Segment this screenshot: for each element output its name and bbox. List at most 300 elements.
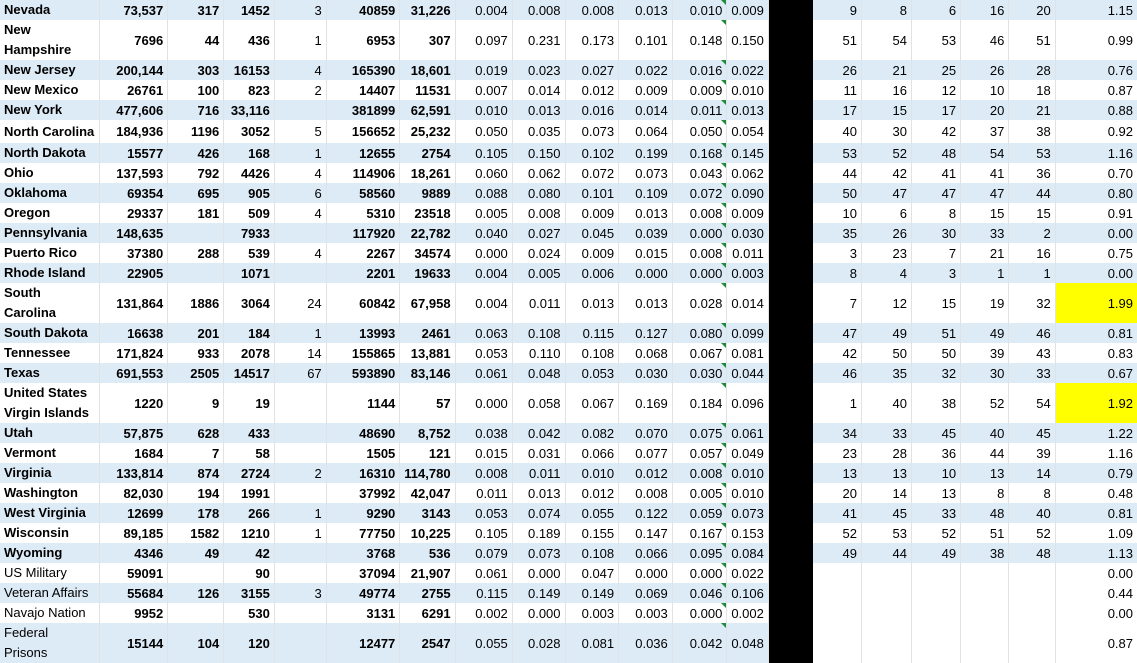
value-cell[interactable]: 29337 bbox=[99, 203, 168, 223]
value-cell[interactable]: 1210 bbox=[224, 523, 275, 543]
score-cell[interactable]: 0.87 bbox=[1055, 623, 1137, 663]
score-cell[interactable]: 0.67 bbox=[1055, 363, 1137, 383]
value-cell[interactable]: 0.047 bbox=[565, 563, 619, 583]
value-cell[interactable]: 0.013 bbox=[619, 0, 673, 20]
value-cell[interactable]: 0.005 bbox=[512, 263, 565, 283]
state-name-cell[interactable]: Oklahoma bbox=[0, 183, 99, 203]
value-cell[interactable]: 168 bbox=[224, 143, 275, 163]
value-cell[interactable]: 12655 bbox=[326, 143, 400, 163]
value-cell[interactable]: 2724 bbox=[224, 463, 275, 483]
value-cell[interactable]: 1684 bbox=[99, 443, 168, 463]
rank-cell[interactable]: 52 bbox=[912, 523, 961, 543]
state-name-cell[interactable]: West Virginia bbox=[0, 503, 99, 523]
value-cell[interactable]: 59091 bbox=[99, 563, 168, 583]
value-cell[interactable]: 2 bbox=[274, 80, 326, 100]
rank-cell[interactable]: 33 bbox=[912, 503, 961, 523]
value-cell[interactable]: 3 bbox=[274, 0, 326, 20]
rank-cell[interactable]: 39 bbox=[1009, 443, 1055, 463]
value-cell[interactable]: 0.108 bbox=[565, 343, 619, 363]
rank-cell[interactable]: 33 bbox=[862, 423, 912, 443]
state-name-cell[interactable]: Navajo Nation bbox=[0, 603, 99, 623]
value-cell[interactable]: 42,047 bbox=[400, 483, 455, 503]
rank-cell[interactable]: 51 bbox=[912, 323, 961, 343]
value-cell[interactable]: 0.013 bbox=[619, 283, 673, 323]
rank-cell[interactable]: 26 bbox=[862, 223, 912, 243]
value-cell[interactable] bbox=[274, 263, 326, 283]
value-cell[interactable]: 0.067 bbox=[565, 383, 619, 423]
value-cell[interactable]: 0.199 bbox=[619, 143, 673, 163]
state-name-cell[interactable]: Pennsylvania bbox=[0, 223, 99, 243]
rank-cell[interactable] bbox=[813, 623, 861, 663]
rank-cell[interactable]: 17 bbox=[813, 100, 861, 120]
rank-cell[interactable]: 48 bbox=[1009, 543, 1055, 563]
value-cell[interactable] bbox=[168, 563, 224, 583]
value-cell[interactable]: 33,116 bbox=[224, 100, 275, 120]
value-cell[interactable] bbox=[274, 423, 326, 443]
value-cell[interactable]: 82,030 bbox=[99, 483, 168, 503]
rank-cell[interactable]: 1 bbox=[1009, 263, 1055, 283]
score-cell[interactable]: 0.99 bbox=[1107, 32, 1133, 48]
value-cell[interactable]: 24 bbox=[274, 283, 326, 323]
value-cell[interactable]: 0.231 bbox=[512, 20, 565, 60]
value-cell[interactable]: 0.050 bbox=[455, 120, 512, 143]
score-cell[interactable]: 1.99 bbox=[1055, 283, 1137, 323]
value-cell[interactable]: 539 bbox=[224, 243, 275, 263]
value-cell[interactable]: 0.147 bbox=[619, 523, 673, 543]
score-cell[interactable]: 0.44 bbox=[1055, 583, 1137, 603]
rank-cell[interactable]: 8 bbox=[912, 203, 961, 223]
rank-cell[interactable]: 35 bbox=[862, 363, 912, 383]
value-cell[interactable]: 155865 bbox=[326, 343, 400, 363]
value-cell[interactable]: 0.022 bbox=[619, 60, 673, 80]
value-cell[interactable]: 0.010 bbox=[565, 463, 619, 483]
rank-cell[interactable]: 46 bbox=[813, 363, 861, 383]
value-cell[interactable]: 200,144 bbox=[99, 60, 168, 80]
value-cell[interactable]: 0.000 bbox=[672, 563, 727, 583]
rank-cell[interactable]: 52 bbox=[813, 523, 861, 543]
value-cell[interactable]: 0.062 bbox=[512, 163, 565, 183]
value-cell[interactable]: 433 bbox=[224, 423, 275, 443]
rank-cell[interactable]: 8 bbox=[862, 0, 912, 20]
value-cell[interactable] bbox=[274, 223, 326, 243]
rank-cell[interactable]: 36 bbox=[1009, 163, 1055, 183]
rank-cell[interactable]: 47 bbox=[862, 183, 912, 203]
rank-cell[interactable]: 34 bbox=[813, 423, 861, 443]
value-cell[interactable]: 12477 bbox=[326, 623, 400, 663]
value-cell[interactable]: 0.000 bbox=[512, 603, 565, 623]
rank-cell[interactable]: 42 bbox=[912, 120, 961, 143]
value-cell[interactable]: 1 bbox=[274, 503, 326, 523]
value-cell[interactable]: 117920 bbox=[326, 223, 400, 243]
value-cell[interactable]: 0.008 bbox=[672, 243, 727, 263]
value-cell[interactable]: 156652 bbox=[326, 120, 400, 143]
rank-cell[interactable]: 38 bbox=[912, 383, 961, 423]
rank-cell[interactable]: 47 bbox=[961, 183, 1009, 203]
value-cell[interactable]: 0.011 bbox=[512, 463, 565, 483]
value-cell[interactable]: 133,814 bbox=[99, 463, 168, 483]
value-cell[interactable]: 0.009 bbox=[565, 203, 619, 223]
rank-cell[interactable] bbox=[912, 563, 961, 583]
value-cell[interactable]: 0.053 bbox=[565, 363, 619, 383]
value-cell[interactable]: 381899 bbox=[326, 100, 400, 120]
value-cell[interactable]: 0.073 bbox=[619, 163, 673, 183]
value-cell[interactable]: 0.167 bbox=[672, 523, 727, 543]
state-name-cell[interactable]: South Dakota bbox=[0, 323, 99, 343]
value-cell[interactable]: 60842 bbox=[326, 283, 400, 323]
value-cell[interactable]: 37094 bbox=[326, 563, 400, 583]
value-cell[interactable]: 0.019 bbox=[455, 60, 512, 80]
value-cell[interactable]: 83,146 bbox=[400, 363, 455, 383]
rank-cell[interactable] bbox=[813, 603, 861, 623]
value-cell[interactable]: 509 bbox=[224, 203, 275, 223]
rank-cell[interactable]: 47 bbox=[813, 323, 861, 343]
value-cell[interactable]: 0.004 bbox=[455, 283, 512, 323]
value-cell[interactable]: 0.048 bbox=[727, 623, 769, 663]
rank-cell[interactable] bbox=[813, 563, 861, 583]
rank-cell[interactable]: 2 bbox=[1009, 223, 1055, 243]
value-cell[interactable]: 2461 bbox=[400, 323, 455, 343]
value-cell[interactable]: 181 bbox=[168, 203, 224, 223]
value-cell[interactable]: 69354 bbox=[99, 183, 168, 203]
value-cell[interactable]: 31,226 bbox=[400, 0, 455, 20]
rank-cell[interactable]: 52 bbox=[1009, 523, 1055, 543]
rank-cell[interactable]: 13 bbox=[912, 483, 961, 503]
value-cell[interactable]: 1505 bbox=[326, 443, 400, 463]
rank-cell[interactable]: 54 bbox=[862, 20, 912, 60]
score-cell[interactable]: 1.15 bbox=[1055, 0, 1137, 20]
value-cell[interactable] bbox=[168, 223, 224, 243]
value-cell[interactable]: 15577 bbox=[99, 143, 168, 163]
score-cell[interactable]: 1.13 bbox=[1055, 543, 1137, 563]
value-cell[interactable]: 0.010 bbox=[727, 483, 769, 503]
rank-cell[interactable]: 3 bbox=[813, 243, 861, 263]
value-cell[interactable]: 0.106 bbox=[727, 583, 769, 603]
rank-cell[interactable]: 40 bbox=[813, 120, 861, 143]
value-cell[interactable]: 436 bbox=[224, 20, 275, 60]
value-cell[interactable]: 57,875 bbox=[99, 423, 168, 443]
rank-cell[interactable] bbox=[961, 583, 1009, 603]
value-cell[interactable]: 0.053 bbox=[455, 503, 512, 523]
value-cell[interactable]: 0.105 bbox=[455, 523, 512, 543]
value-cell[interactable]: 0.003 bbox=[565, 603, 619, 623]
value-cell[interactable]: 4 bbox=[274, 163, 326, 183]
value-cell[interactable]: 12699 bbox=[99, 503, 168, 523]
value-cell[interactable]: 933 bbox=[168, 343, 224, 363]
rank-cell[interactable]: 30 bbox=[912, 223, 961, 243]
value-cell[interactable]: 0.080 bbox=[672, 323, 727, 343]
rank-cell[interactable]: 45 bbox=[1009, 423, 1055, 443]
rank-cell[interactable] bbox=[862, 623, 912, 663]
value-cell[interactable]: 148,635 bbox=[99, 223, 168, 243]
value-cell[interactable]: 14 bbox=[274, 343, 326, 363]
value-cell[interactable]: 25,232 bbox=[400, 120, 455, 143]
value-cell[interactable]: 0.045 bbox=[565, 223, 619, 243]
value-cell[interactable]: 6 bbox=[274, 183, 326, 203]
value-cell[interactable]: 0.039 bbox=[619, 223, 673, 243]
state-name-cell[interactable]: Washington bbox=[0, 483, 99, 503]
value-cell[interactable] bbox=[274, 483, 326, 503]
rank-cell[interactable] bbox=[961, 603, 1009, 623]
value-cell[interactable]: 9889 bbox=[400, 183, 455, 203]
value-cell[interactable]: 0.027 bbox=[512, 223, 565, 243]
value-cell[interactable]: 0.008 bbox=[455, 463, 512, 483]
rank-cell[interactable]: 16 bbox=[961, 0, 1009, 20]
value-cell[interactable]: 0.016 bbox=[672, 60, 727, 80]
score-cell[interactable]: 0.00 bbox=[1055, 223, 1137, 243]
value-cell[interactable]: 2755 bbox=[400, 583, 455, 603]
value-cell[interactable]: 0.108 bbox=[565, 543, 619, 563]
value-cell[interactable]: 0.014 bbox=[512, 80, 565, 100]
state-name-cell[interactable]: South Carolina bbox=[0, 283, 99, 323]
value-cell[interactable]: 77750 bbox=[326, 523, 400, 543]
value-cell[interactable]: 0.024 bbox=[512, 243, 565, 263]
value-cell[interactable]: 0.109 bbox=[619, 183, 673, 203]
state-name-cell[interactable]: Wisconsin bbox=[0, 523, 99, 543]
value-cell[interactable]: 823 bbox=[224, 80, 275, 100]
rank-cell[interactable]: 33 bbox=[961, 223, 1009, 243]
value-cell[interactable]: 8,752 bbox=[400, 423, 455, 443]
value-cell[interactable]: 0.000 bbox=[512, 563, 565, 583]
value-cell[interactable]: 0.028 bbox=[512, 623, 565, 663]
rank-cell[interactable] bbox=[862, 603, 912, 623]
rank-cell[interactable]: 48 bbox=[961, 503, 1009, 523]
value-cell[interactable]: 0.000 bbox=[619, 263, 673, 283]
rank-cell[interactable]: 15 bbox=[912, 283, 961, 323]
rank-cell[interactable] bbox=[912, 603, 961, 623]
value-cell[interactable]: 7 bbox=[168, 443, 224, 463]
value-cell[interactable]: 0.000 bbox=[455, 243, 512, 263]
value-cell[interactable] bbox=[168, 263, 224, 283]
value-cell[interactable]: 178 bbox=[168, 503, 224, 523]
rank-cell[interactable]: 28 bbox=[862, 443, 912, 463]
rank-cell[interactable]: 30 bbox=[862, 120, 912, 143]
value-cell[interactable]: 0.073 bbox=[565, 120, 619, 143]
value-cell[interactable] bbox=[274, 543, 326, 563]
value-cell[interactable]: 0.022 bbox=[727, 563, 769, 583]
value-cell[interactable]: 716 bbox=[168, 100, 224, 120]
value-cell[interactable]: 22905 bbox=[99, 263, 168, 283]
rank-cell[interactable]: 28 bbox=[1009, 60, 1055, 80]
value-cell[interactable]: 114906 bbox=[326, 163, 400, 183]
rank-cell[interactable] bbox=[862, 583, 912, 603]
value-cell[interactable]: 1886 bbox=[168, 283, 224, 323]
value-cell[interactable]: 0.013 bbox=[565, 283, 619, 323]
value-cell[interactable]: 0.110 bbox=[512, 343, 565, 363]
score-cell[interactable]: 0.81 bbox=[1055, 323, 1137, 343]
value-cell[interactable]: 0.099 bbox=[727, 323, 769, 343]
rank-cell[interactable]: 44 bbox=[1009, 183, 1055, 203]
value-cell[interactable]: 0.042 bbox=[672, 623, 727, 663]
value-cell[interactable]: 0.069 bbox=[619, 583, 673, 603]
value-cell[interactable]: 0.012 bbox=[619, 463, 673, 483]
value-cell[interactable]: 90 bbox=[224, 563, 275, 583]
value-cell[interactable]: 0.145 bbox=[727, 143, 769, 163]
value-cell[interactable]: 1 bbox=[274, 143, 326, 163]
value-cell[interactable]: 42 bbox=[224, 543, 275, 563]
value-cell[interactable]: 16638 bbox=[99, 323, 168, 343]
rank-cell[interactable] bbox=[1009, 603, 1055, 623]
rank-cell[interactable]: 18 bbox=[1009, 80, 1055, 100]
value-cell[interactable]: 0.028 bbox=[672, 283, 727, 323]
value-cell[interactable]: 0.010 bbox=[727, 80, 769, 100]
value-cell[interactable]: 0.127 bbox=[619, 323, 673, 343]
value-cell[interactable]: 0.008 bbox=[512, 203, 565, 223]
rank-cell[interactable]: 19 bbox=[961, 283, 1009, 323]
rank-cell[interactable]: 21 bbox=[1009, 100, 1055, 120]
score-cell[interactable]: 1.16 bbox=[1107, 445, 1133, 461]
score-cell[interactable]: 0.70 bbox=[1107, 165, 1133, 181]
value-cell[interactable]: 628 bbox=[168, 423, 224, 443]
value-cell[interactable]: 0.009 bbox=[727, 0, 769, 20]
value-cell[interactable]: 0.031 bbox=[512, 443, 565, 463]
rank-cell[interactable]: 6 bbox=[862, 203, 912, 223]
value-cell[interactable]: 0.010 bbox=[455, 100, 512, 120]
value-cell[interactable]: 0.048 bbox=[512, 363, 565, 383]
value-cell[interactable]: 57 bbox=[400, 383, 455, 423]
rank-cell[interactable]: 40 bbox=[1009, 503, 1055, 523]
value-cell[interactable]: 0.008 bbox=[672, 463, 727, 483]
value-cell[interactable]: 0.053 bbox=[455, 343, 512, 363]
value-cell[interactable]: 126 bbox=[168, 583, 224, 603]
value-cell[interactable]: 184 bbox=[224, 323, 275, 343]
value-cell[interactable]: 49774 bbox=[326, 583, 400, 603]
value-cell[interactable]: 0.072 bbox=[672, 183, 727, 203]
rank-cell[interactable]: 8 bbox=[961, 483, 1009, 503]
value-cell[interactable]: 2078 bbox=[224, 343, 275, 363]
value-cell[interactable]: 0.013 bbox=[512, 483, 565, 503]
rank-cell[interactable]: 14 bbox=[862, 483, 912, 503]
state-name-cell[interactable]: New York bbox=[0, 100, 99, 120]
value-cell[interactable]: 2 bbox=[274, 463, 326, 483]
value-cell[interactable]: 9 bbox=[168, 383, 224, 423]
rank-cell[interactable]: 16 bbox=[1009, 243, 1055, 263]
rank-cell[interactable] bbox=[912, 583, 961, 603]
value-cell[interactable]: 121 bbox=[400, 443, 455, 463]
rank-cell[interactable]: 53 bbox=[813, 143, 861, 163]
rank-cell[interactable]: 33 bbox=[1009, 363, 1055, 383]
value-cell[interactable]: 2267 bbox=[326, 243, 400, 263]
value-cell[interactable]: 26761 bbox=[99, 80, 168, 100]
rank-cell[interactable]: 38 bbox=[961, 543, 1009, 563]
value-cell[interactable]: 1 bbox=[274, 323, 326, 343]
value-cell[interactable]: 48690 bbox=[326, 423, 400, 443]
rank-cell[interactable] bbox=[961, 563, 1009, 583]
value-cell[interactable]: 0.010 bbox=[727, 463, 769, 483]
value-cell[interactable]: 0.014 bbox=[727, 283, 769, 323]
value-cell[interactable]: 0.115 bbox=[565, 323, 619, 343]
value-cell[interactable]: 0.022 bbox=[727, 60, 769, 80]
value-cell[interactable]: 5 bbox=[274, 120, 326, 143]
value-cell[interactable]: 0.055 bbox=[565, 503, 619, 523]
rank-cell[interactable]: 1 bbox=[813, 383, 861, 423]
value-cell[interactable]: 0.046 bbox=[672, 583, 727, 603]
value-cell[interactable]: 0.007 bbox=[455, 80, 512, 100]
value-cell[interactable]: 0.038 bbox=[455, 423, 512, 443]
rank-cell[interactable]: 41 bbox=[813, 503, 861, 523]
value-cell[interactable]: 7696 bbox=[99, 20, 168, 60]
value-cell[interactable]: 15144 bbox=[99, 623, 168, 663]
value-cell[interactable]: 13993 bbox=[326, 323, 400, 343]
value-cell[interactable]: 0.082 bbox=[565, 423, 619, 443]
rank-cell[interactable]: 50 bbox=[813, 183, 861, 203]
value-cell[interactable]: 0.023 bbox=[512, 60, 565, 80]
score-cell[interactable]: 0.00 bbox=[1055, 563, 1137, 583]
value-cell[interactable]: 0.003 bbox=[619, 603, 673, 623]
value-cell[interactable]: 2754 bbox=[400, 143, 455, 163]
rank-cell[interactable]: 20 bbox=[813, 483, 861, 503]
value-cell[interactable]: 0.036 bbox=[619, 623, 673, 663]
value-cell[interactable]: 3131 bbox=[326, 603, 400, 623]
rank-cell[interactable] bbox=[912, 623, 961, 663]
rank-cell[interactable]: 12 bbox=[912, 80, 961, 100]
rank-cell[interactable]: 32 bbox=[912, 363, 961, 383]
value-cell[interactable]: 0.149 bbox=[565, 583, 619, 603]
value-cell[interactable]: 0.097 bbox=[455, 20, 512, 60]
score-cell[interactable]: 1.16 bbox=[1055, 143, 1137, 163]
value-cell[interactable]: 288 bbox=[168, 243, 224, 263]
value-cell[interactable]: 0.009 bbox=[619, 80, 673, 100]
value-cell[interactable] bbox=[168, 603, 224, 623]
value-cell[interactable]: 0.005 bbox=[672, 483, 727, 503]
value-cell[interactable]: 67 bbox=[274, 363, 326, 383]
value-cell[interactable]: 3143 bbox=[400, 503, 455, 523]
value-cell[interactable]: 184,936 bbox=[99, 120, 168, 143]
score-cell[interactable]: 0.91 bbox=[1107, 205, 1133, 221]
rank-cell[interactable]: 42 bbox=[813, 343, 861, 363]
value-cell[interactable]: 120 bbox=[224, 623, 275, 663]
value-cell[interactable]: 3052 bbox=[224, 120, 275, 143]
state-name-cell[interactable]: North Dakota bbox=[0, 143, 99, 163]
rank-cell[interactable]: 3 bbox=[912, 263, 961, 283]
value-cell[interactable]: 2505 bbox=[168, 363, 224, 383]
rank-cell[interactable]: 15 bbox=[862, 100, 912, 120]
rank-cell[interactable]: 26 bbox=[961, 60, 1009, 80]
value-cell[interactable]: 905 bbox=[224, 183, 275, 203]
value-cell[interactable]: 40859 bbox=[326, 0, 400, 20]
value-cell[interactable]: 0.090 bbox=[727, 183, 769, 203]
value-cell[interactable]: 0.005 bbox=[455, 203, 512, 223]
rank-cell[interactable]: 16 bbox=[862, 80, 912, 100]
value-cell[interactable]: 44 bbox=[168, 20, 224, 60]
state-name-cell[interactable]: New Hampshire bbox=[0, 20, 99, 60]
value-cell[interactable]: 4 bbox=[274, 60, 326, 80]
value-cell[interactable]: 4426 bbox=[224, 163, 275, 183]
value-cell[interactable]: 11531 bbox=[400, 80, 455, 100]
value-cell[interactable]: 14407 bbox=[326, 80, 400, 100]
value-cell[interactable]: 1071 bbox=[224, 263, 275, 283]
rank-cell[interactable]: 12 bbox=[862, 283, 912, 323]
value-cell[interactable]: 0.066 bbox=[619, 543, 673, 563]
value-cell[interactable]: 0.004 bbox=[455, 0, 512, 20]
score-cell[interactable]: 1.09 bbox=[1107, 525, 1133, 541]
value-cell[interactable]: 0.055 bbox=[455, 623, 512, 663]
value-cell[interactable]: 0.042 bbox=[512, 423, 565, 443]
value-cell[interactable]: 266 bbox=[224, 503, 275, 523]
value-cell[interactable]: 22,782 bbox=[400, 223, 455, 243]
rank-cell[interactable]: 45 bbox=[862, 503, 912, 523]
rank-cell[interactable]: 44 bbox=[813, 163, 861, 183]
score-cell[interactable]: 1.22 bbox=[1055, 423, 1137, 443]
value-cell[interactable]: 0.004 bbox=[455, 263, 512, 283]
value-cell[interactable]: 0.081 bbox=[727, 343, 769, 363]
rank-cell[interactable] bbox=[961, 623, 1009, 663]
value-cell[interactable]: 0.062 bbox=[727, 163, 769, 183]
value-cell[interactable]: 530 bbox=[224, 603, 275, 623]
value-cell[interactable]: 0.011 bbox=[512, 283, 565, 323]
value-cell[interactable]: 67,958 bbox=[400, 283, 455, 323]
value-cell[interactable]: 426 bbox=[168, 143, 224, 163]
value-cell[interactable]: 2547 bbox=[400, 623, 455, 663]
